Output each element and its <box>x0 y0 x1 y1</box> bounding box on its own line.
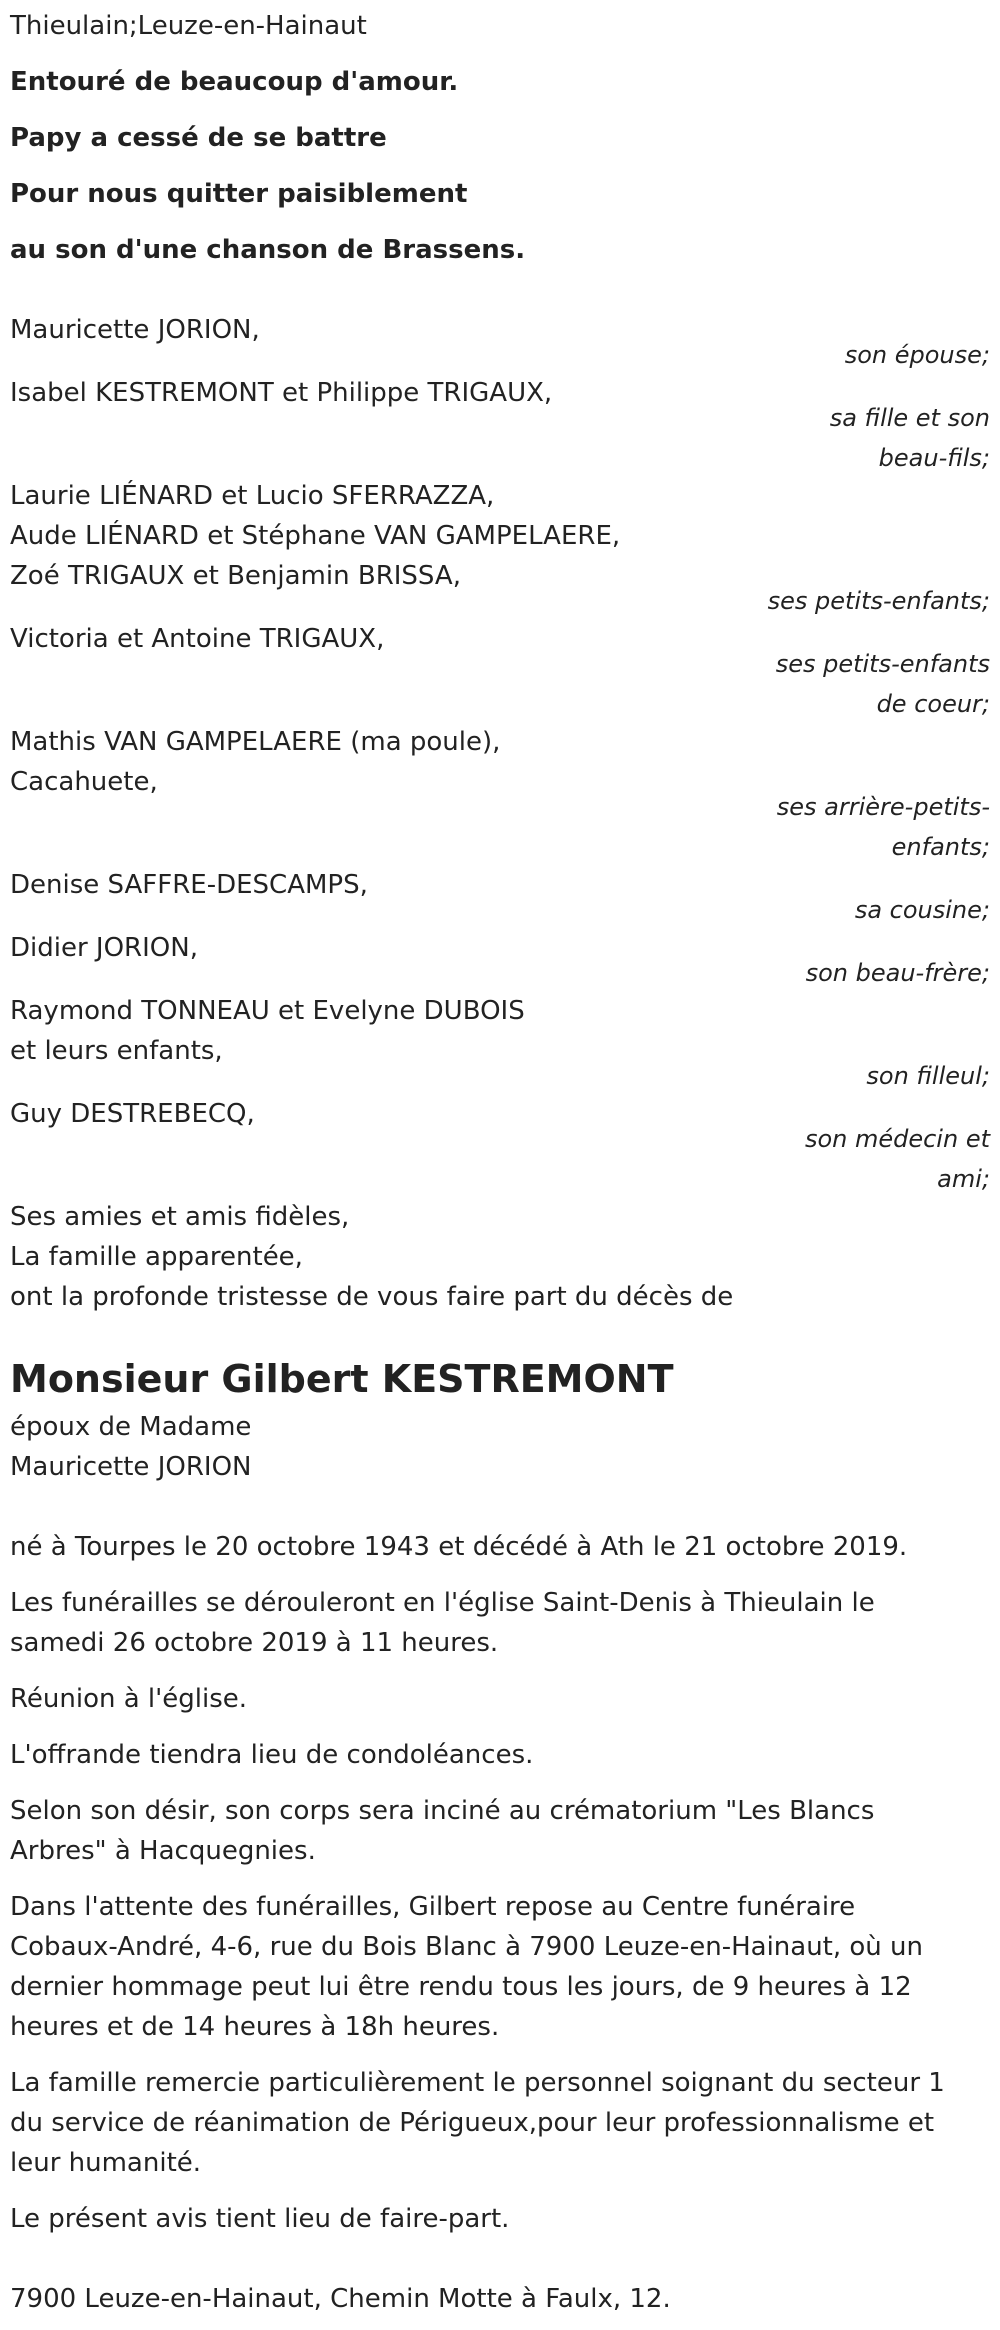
family-name: Guy DESTREBECQ, <box>10 1099 255 1129</box>
detail-paragraph: Le présent avis tient lieu de faire-part. <box>10 2204 510 2234</box>
family-relation: son épouse; <box>844 341 990 369</box>
family-relation: enfants; <box>891 833 990 861</box>
family-name: Mauricette JORION, <box>10 315 260 345</box>
detail-paragraph: Réunion à l'église. <box>10 1684 248 1714</box>
family-name: Zoé TRIGAUX et Benjamin BRISSA, <box>10 561 461 591</box>
family-name: Mathis VAN GAMPELAERE (ma poule), <box>10 727 501 757</box>
poem-line-3: Pour nous quitter paisiblement <box>10 179 468 209</box>
family-name: Laurie LIÉNARD et Lucio SFERRAZZA, <box>10 481 495 511</box>
closing-line: Ses amies et amis fidèles, <box>10 1202 350 1232</box>
family-relation: son beau-frère; <box>805 959 990 987</box>
family-relation: de coeur; <box>876 690 990 718</box>
family-relation: ses petits-enfants <box>775 650 990 678</box>
family-relation: beau-fils; <box>878 444 990 472</box>
family-relation: sa cousine; <box>854 896 990 924</box>
closing-line: ont la profonde tristesse de vous faire part du décès de <box>10 1282 734 1312</box>
family-name: et leurs enfants, <box>10 1036 223 1066</box>
family-name: Raymond TONNEAU et Evelyne DUBOIS <box>10 996 525 1026</box>
detail-paragraph: La famille remercie particulièrement le personnel soignant du secteur 1 du service de réanimation de Périgueux,pour leur professionnalisme et leur humanité. <box>10 2068 945 2178</box>
family-relation: son médecin et <box>804 1125 990 1153</box>
address: 7900 Leuze-en-Hainaut, Chemin Motte à Faulx, 12. <box>10 2284 671 2314</box>
poem-line-2: Papy a cessé de se battre <box>10 123 387 153</box>
location-header: Thieulain;Leuze-en-Hainaut <box>10 11 367 41</box>
family-name: Cacahuete, <box>10 767 158 797</box>
family-relation: ses arrière-petits- <box>776 793 990 821</box>
family-relation: ses petits-enfants; <box>767 587 990 615</box>
family-name: Victoria et Antoine TRIGAUX, <box>10 624 385 654</box>
detail-paragraph: Dans l'attente des funérailles, Gilbert repose au Centre funéraire Cobaux-André, 4-6, rue du Bois Blanc à 7900 Leuze-en-Hainaut, où un dernier hommage peut lui être rendu tous les jours, de 9 heures à 12 heures et de 14 heures à 18h heures. <box>10 1892 924 2042</box>
deceased-name: Monsieur Gilbert KESTREMONT <box>10 1357 674 1401</box>
family-relation: sa fille et son <box>829 404 990 432</box>
detail-paragraph: L'offrande tiendra lieu de condoléances. <box>10 1740 534 1770</box>
detail-paragraph: né à Tourpes le 20 octobre 1943 et décédé à Ath le 21 octobre 2019. <box>10 1532 908 1562</box>
poem-line-4: au son d'une chanson de Brassens. <box>10 235 526 265</box>
family-relation: son filleul; <box>866 1062 990 1090</box>
family-name: Aude LIÉNARD et Stéphane VAN GAMPELAERE, <box>10 521 621 551</box>
family-relation: ami; <box>937 1165 990 1193</box>
deceased-spouse-line: époux de Madame <box>10 1412 252 1442</box>
poem-line-1: Entouré de beaucoup d'amour. <box>10 67 459 97</box>
detail-paragraph: Les funérailles se dérouleront en l'église Saint-Denis à Thieulain le samedi 26 octobre 2019 à 11 heures. <box>10 1588 875 1658</box>
deceased-spouse-line: Mauricette JORION <box>10 1452 252 1482</box>
family-name: Denise SAFFRE-DESCAMPS, <box>10 870 368 900</box>
closing-line: La famille apparentée, <box>10 1242 303 1272</box>
detail-paragraph: Selon son désir, son corps sera inciné au crématorium "Les Blancs Arbres" à Hacquegnies. <box>10 1796 875 1866</box>
family-name: Isabel KESTREMONT et Philippe TRIGAUX, <box>10 378 553 408</box>
family-name: Didier JORION, <box>10 933 198 963</box>
